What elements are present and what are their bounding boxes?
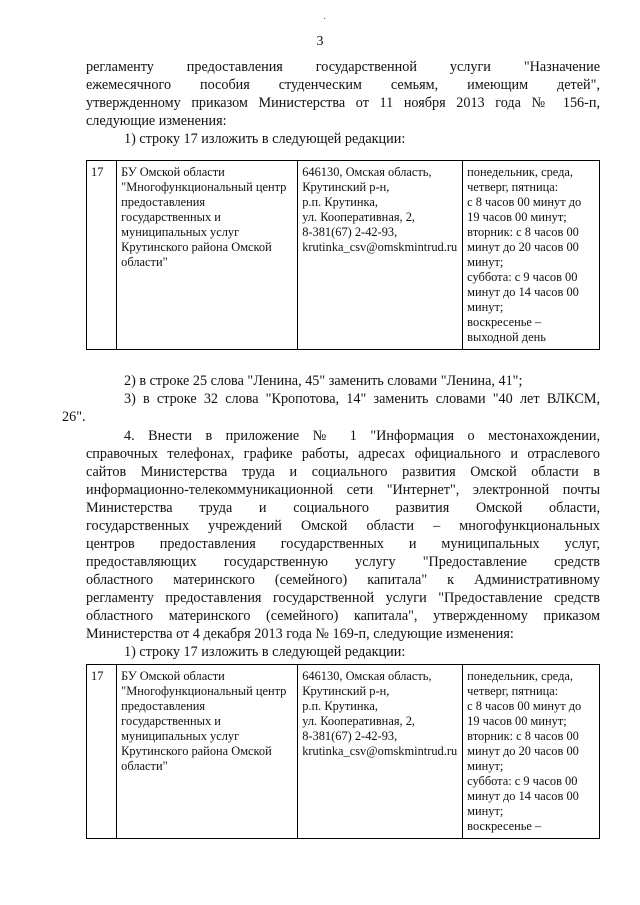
cell-line: понедельник, среда, (467, 165, 574, 179)
email-text: krutinka_csv@omskmintrud.ru (302, 240, 458, 254)
cell-line: Крутинского района Омской (121, 744, 272, 758)
org-cell (117, 161, 298, 350)
text-line: информационно-телекоммуникационной сети "Интернет", электронной почты (86, 482, 600, 498)
text-line: центров предоставления государственных и муниципальных услуг, (86, 536, 600, 552)
text-line: сайтов Министерства труда и социального развития Омской области в (86, 464, 600, 480)
cell-line: суббота: с 9 часов 00 (467, 774, 578, 788)
cell-line: минут; (467, 759, 504, 773)
table-row-17-second (86, 664, 600, 839)
cell-line: воскресенье – (467, 819, 542, 833)
cell-line: БУ Омской области (121, 669, 225, 683)
cell-line: "Многофункциональный центр (121, 684, 287, 698)
cell-line: понедельник, среда, (467, 669, 574, 683)
cell-line: минут до 14 часов 00 (467, 789, 579, 803)
item-3-line: 3) в строке 32 слова "Кропотова, 14" заменить словами "40 лет ВЛКСМ, (124, 391, 600, 407)
intro-paragraph (86, 58, 600, 148)
text-line: регламенту предоставления государственной услуги "Предоставление средств (86, 590, 600, 606)
cell-line: муниципальных услуг (121, 225, 240, 239)
cell-line: ул. Кооперативная, 2, (302, 714, 416, 728)
address-cell (298, 665, 463, 839)
text-line: утвержденному приказом Министерства от 11 ноября 2013 года № 156-п, (86, 95, 600, 111)
cell-line: минут до 20 часов 00 (467, 744, 579, 758)
cell-line: 8-381(67) 2-42-93, (302, 729, 398, 743)
cell-line: 19 часов 00 минут; (467, 714, 567, 728)
item-heading: 1) строку 17 изложить в следующей редакции: (124, 131, 406, 147)
item-3-line: 26". (62, 409, 86, 425)
text-line: регламенту предоставления государственной услуги "Назначение (86, 59, 600, 75)
cell-line: Крутинский р-н, (302, 684, 390, 698)
paragraph-4 (86, 427, 600, 661)
cell-line: 8-381(67) 2-42-93, (302, 225, 398, 239)
cell-line: минут; (467, 300, 504, 314)
row-number: 17 (87, 161, 117, 350)
text-line: предоставляющих государственную услугу "Предоставление средств (86, 554, 600, 570)
cell-line: БУ Омской области (121, 165, 225, 179)
cell-line: государственных и (121, 210, 221, 224)
text-line: справочных телефонах, графике работы, адресах официального и отраслевого (86, 446, 600, 462)
cell-line: воскресенье – (467, 315, 542, 329)
scan-mark: · (323, 14, 327, 25)
item-3-tail (62, 408, 576, 426)
cell-line: предоставления (121, 195, 206, 209)
cell-line: 646130, Омская область, (302, 669, 432, 683)
cell-line: с 8 часов 00 минут до (467, 699, 582, 713)
item-heading: 1) строку 17 изложить в следующей редакции: (124, 644, 406, 660)
table-row-17-first (86, 160, 600, 350)
cell-line: р.п. Крутинка, (302, 699, 378, 713)
org-cell (117, 665, 298, 839)
cell-line: минут до 14 часов 00 (467, 285, 579, 299)
cell-line: вторник: с 8 часов 00 (467, 225, 579, 239)
cell-line: суббота: с 9 часов 00 (467, 270, 578, 284)
cell-line: р.п. Крутинка, (302, 195, 378, 209)
cell-line: четверг, пятница: (467, 684, 559, 698)
cell-line: вторник: с 8 часов 00 (467, 729, 579, 743)
item-2: 2) в строке 25 слова "Ленина, 45" заменить словами "Ленина, 41"; (124, 373, 523, 389)
cell-line: с 8 часов 00 минут до (467, 195, 582, 209)
cell-line: области" (121, 759, 168, 773)
text-line: Министерства труда и социального развития Омской области, (86, 500, 600, 516)
text-line: 4. Внести в приложение № 1 "Информация о местонахождении, (124, 428, 600, 444)
cell-line: минут до 20 часов 00 (467, 240, 579, 254)
cell-line: четверг, пятница: (467, 180, 559, 194)
cell-line: Крутинский р-н, (302, 180, 390, 194)
cell-line: предоставления (121, 699, 206, 713)
schedule-cell (463, 161, 600, 350)
schedule-cell (463, 665, 600, 839)
text-line: областного материнского (семейного) капитала" к Административному (86, 572, 600, 588)
text-line: государственных учреждений Омской области – многофункциональных (86, 518, 600, 534)
cell-line: минут; (467, 804, 504, 818)
cell-line: государственных и (121, 714, 221, 728)
address-cell (298, 161, 463, 350)
cell-line: минут; (467, 255, 504, 269)
cell-line: области" (121, 255, 168, 269)
cell-line: муниципальных услуг (121, 729, 240, 743)
row-number: 17 (87, 665, 117, 839)
cell-line: ул. Кооперативная, 2, (302, 210, 416, 224)
text-line: ежемесячного пособия студенческим семьям, имеющим детей", (86, 77, 600, 93)
text-line: Министерства от 4 декабря 2013 года № 169-п, следующие изменения: (86, 626, 514, 642)
text-line: областного материнского (семейного) капитала", утвержденному приказом (86, 608, 600, 624)
cell-line: 646130, Омская область, (302, 165, 432, 179)
cell-line: выходной день (467, 330, 546, 344)
items-2-3 (86, 372, 600, 408)
page-number: 3 (316, 34, 324, 49)
email-text: krutinka_csv@omskmintrud.ru (302, 744, 458, 758)
cell-line: 19 часов 00 минут; (467, 210, 567, 224)
cell-line: "Многофункциональный центр (121, 180, 287, 194)
text-line: следующие изменения: (86, 113, 227, 129)
cell-line: Крутинского района Омской (121, 240, 272, 254)
